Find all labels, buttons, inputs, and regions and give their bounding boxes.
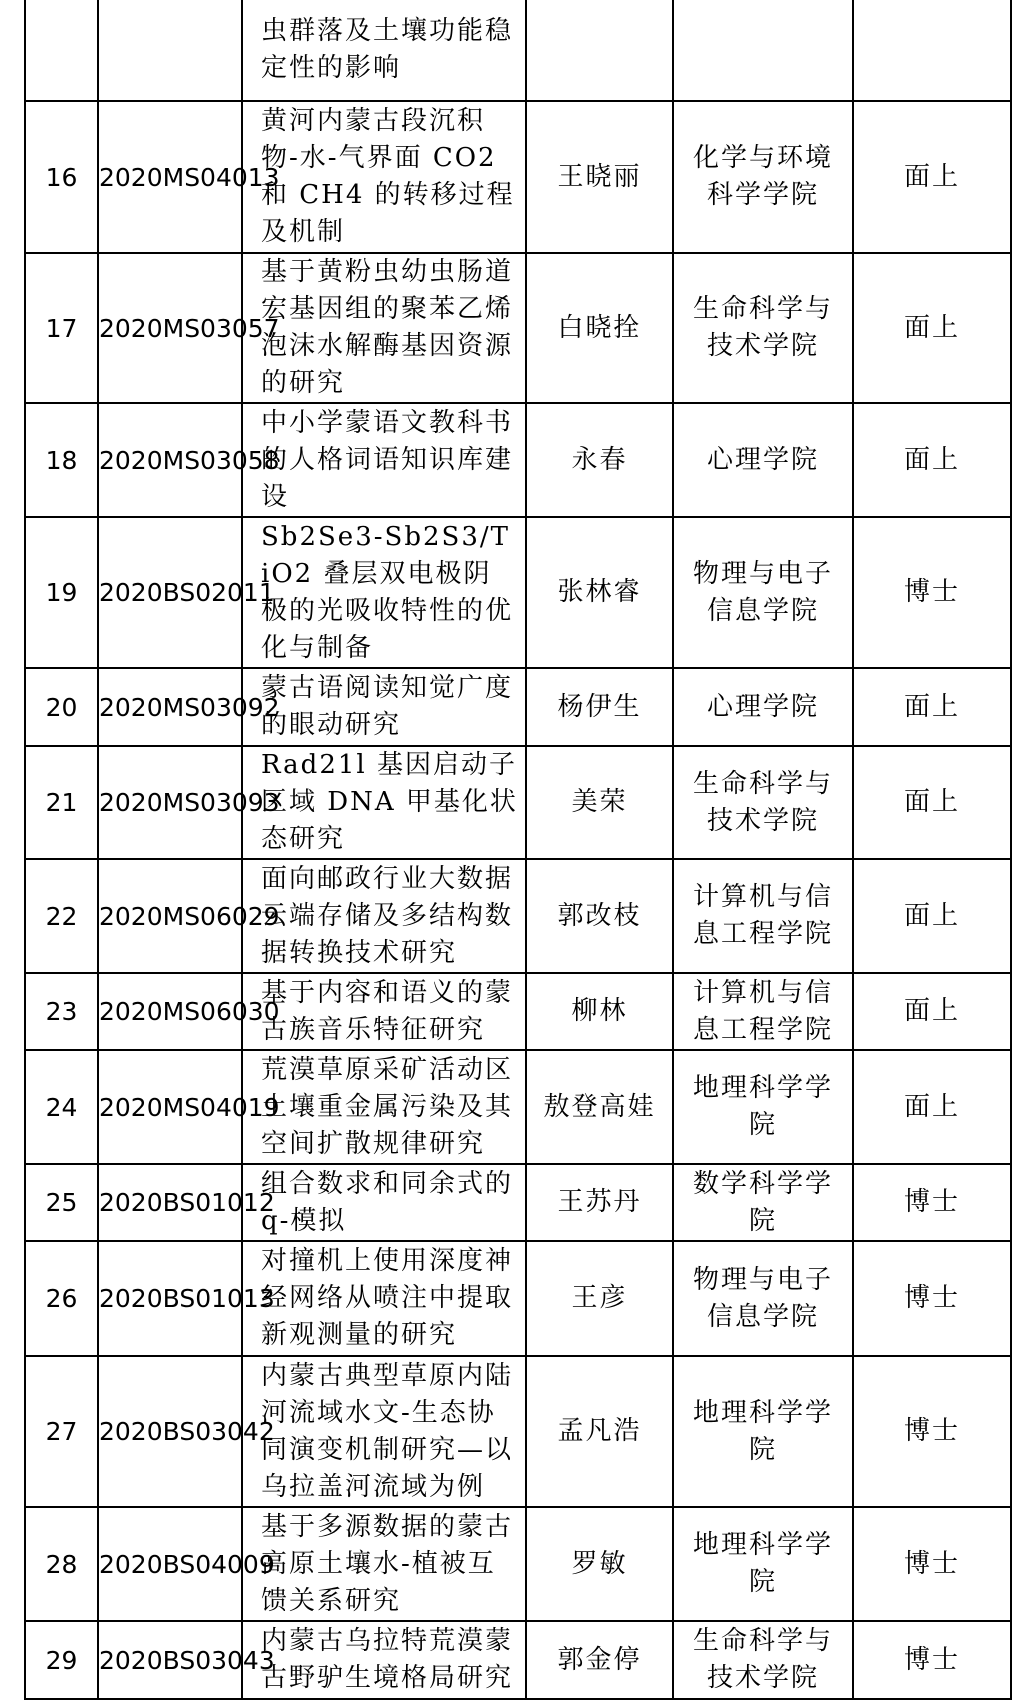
table-row: [25, 101, 1011, 253]
project-type: 面上: [853, 403, 1011, 517]
row-number: 24: [25, 1050, 98, 1164]
college-name: 心理学院: [673, 668, 853, 746]
applicant-name: [526, 0, 673, 101]
project-title: 基于内容和语义的蒙古族音乐特征研究: [242, 973, 526, 1050]
applicant-name: 美荣: [526, 746, 673, 859]
project-type: [853, 0, 1011, 101]
project-type: 博士: [853, 1621, 1011, 1699]
college-name: 地理科学学院: [673, 1356, 853, 1507]
project-title: 内蒙古典型草原内陆河流域水文-生态协同演变机制研究—以乌拉盖河流域为例: [242, 1356, 526, 1507]
project-title: 虫群落及土壤功能稳定性的影响: [242, 0, 526, 101]
project-title: 黄河内蒙古段沉积物-水-气界面 CO2 和 CH4 的转移过程及机制: [242, 101, 526, 253]
project-code: 2020BS01012: [98, 1164, 242, 1241]
table-row: [25, 859, 1011, 973]
table-row: [25, 1164, 1011, 1241]
project-title: 组合数求和同余式的q-模拟: [242, 1164, 526, 1241]
table-row: [25, 517, 1011, 668]
table-row: [25, 403, 1011, 517]
college-name: 心理学院: [673, 403, 853, 517]
row-number: 23: [25, 973, 98, 1050]
project-title: 中小学蒙语文教科书的人格词语知识库建设: [242, 403, 526, 517]
college-name: 数学科学学院: [673, 1164, 853, 1241]
applicant-name: 柳林: [526, 973, 673, 1050]
applicant-name: 敖登高娃: [526, 1050, 673, 1164]
applicant-name: 郭改枝: [526, 859, 673, 973]
row-number: 26: [25, 1241, 98, 1356]
row-number: 16: [25, 101, 98, 253]
table-row: [25, 1241, 1011, 1356]
project-title: 蒙古语阅读知觉广度的眼动研究: [242, 668, 526, 746]
project-code: [98, 0, 242, 101]
project-code: 2020BS03042: [98, 1356, 242, 1507]
college-name: 生命科学与技术学院: [673, 1621, 853, 1699]
project-code: 2020MS03092: [98, 668, 242, 746]
college-name: 地理科学学院: [673, 1050, 853, 1164]
row-number: 29: [25, 1621, 98, 1699]
table-row: [25, 0, 1011, 101]
applicant-name: 王苏丹: [526, 1164, 673, 1241]
project-title: 内蒙古乌拉特荒漠蒙古野驴生境格局研究: [242, 1621, 526, 1699]
project-type: 博士: [853, 517, 1011, 668]
table-row: [25, 668, 1011, 746]
project-title: Sb2Se3-Sb2S3/TiO2 叠层双电极阴极的光吸收特性的优化与制备: [242, 517, 526, 668]
row-number: 21: [25, 746, 98, 859]
project-code: 2020BS03043: [98, 1621, 242, 1699]
college-name: 物理与电子信息学院: [673, 1241, 853, 1356]
college-name: 生命科学与技术学院: [673, 746, 853, 859]
table-row: [25, 1356, 1011, 1507]
row-number: 22: [25, 859, 98, 973]
row-number: 25: [25, 1164, 98, 1241]
project-code: 2020MS03093: [98, 746, 242, 859]
project-type: 面上: [853, 746, 1011, 859]
project-title: 基于黄粉虫幼虫肠道宏基因组的聚苯乙烯泡沫水解酶基因资源的研究: [242, 253, 526, 403]
project-type: 面上: [853, 859, 1011, 973]
project-type: 面上: [853, 101, 1011, 253]
table-row: [25, 973, 1011, 1050]
college-name: [673, 0, 853, 101]
project-code: 2020MS06030: [98, 973, 242, 1050]
project-type: 面上: [853, 1050, 1011, 1164]
applicant-name: 王晓丽: [526, 101, 673, 253]
project-type: 面上: [853, 253, 1011, 403]
project-title: 基于多源数据的蒙古高原土壤水-植被互馈关系研究: [242, 1507, 526, 1621]
project-type: 博士: [853, 1356, 1011, 1507]
project-code: 2020MS04019: [98, 1050, 242, 1164]
applicant-name: 张林睿: [526, 517, 673, 668]
row-number: 19: [25, 517, 98, 668]
project-type: 博士: [853, 1164, 1011, 1241]
table-row: [25, 253, 1011, 403]
project-title: 面向邮政行业大数据云端存储及多结构数据转换技术研究: [242, 859, 526, 973]
college-name: 化学与环境科学学院: [673, 101, 853, 253]
project-code: 2020BS01013: [98, 1241, 242, 1356]
project-type: 博士: [853, 1241, 1011, 1356]
project-code: 2020BS02011: [98, 517, 242, 668]
project-type: 面上: [853, 668, 1011, 746]
table-row: [25, 746, 1011, 859]
table-row: [25, 1050, 1011, 1164]
project-table: [24, 0, 1012, 1700]
project-code: 2020MS03057: [98, 253, 242, 403]
table-row: [25, 1507, 1011, 1621]
row-number: 27: [25, 1356, 98, 1507]
project-code: 2020MS03058: [98, 403, 242, 517]
project-title: 对撞机上使用深度神经网络从喷注中提取新观测量的研究: [242, 1241, 526, 1356]
row-number: 18: [25, 403, 98, 517]
project-title: 荒漠草原采矿活动区土壤重金属污染及其空间扩散规律研究: [242, 1050, 526, 1164]
project-type: 面上: [853, 973, 1011, 1050]
table-row: [25, 1621, 1011, 1699]
row-number: 28: [25, 1507, 98, 1621]
applicant-name: 孟凡浩: [526, 1356, 673, 1507]
row-number: [25, 0, 98, 101]
project-type: 博士: [853, 1507, 1011, 1621]
project-code: 2020MS06029: [98, 859, 242, 973]
college-name: 生命科学与技术学院: [673, 253, 853, 403]
row-number: 17: [25, 253, 98, 403]
applicant-name: 白晓拴: [526, 253, 673, 403]
college-name: 计算机与信息工程学院: [673, 973, 853, 1050]
applicant-name: 永春: [526, 403, 673, 517]
project-title: Rad21l 基因启动子区域 DNA 甲基化状态研究: [242, 746, 526, 859]
applicant-name: 罗敏: [526, 1507, 673, 1621]
project-code: 2020BS04009: [98, 1507, 242, 1621]
college-name: 计算机与信息工程学院: [673, 859, 853, 973]
row-number: 20: [25, 668, 98, 746]
applicant-name: 郭金停: [526, 1621, 673, 1699]
project-code: 2020MS04013: [98, 101, 242, 253]
applicant-name: 杨伊生: [526, 668, 673, 746]
college-name: 物理与电子信息学院: [673, 517, 853, 668]
applicant-name: 王彦: [526, 1241, 673, 1356]
college-name: 地理科学学院: [673, 1507, 853, 1621]
